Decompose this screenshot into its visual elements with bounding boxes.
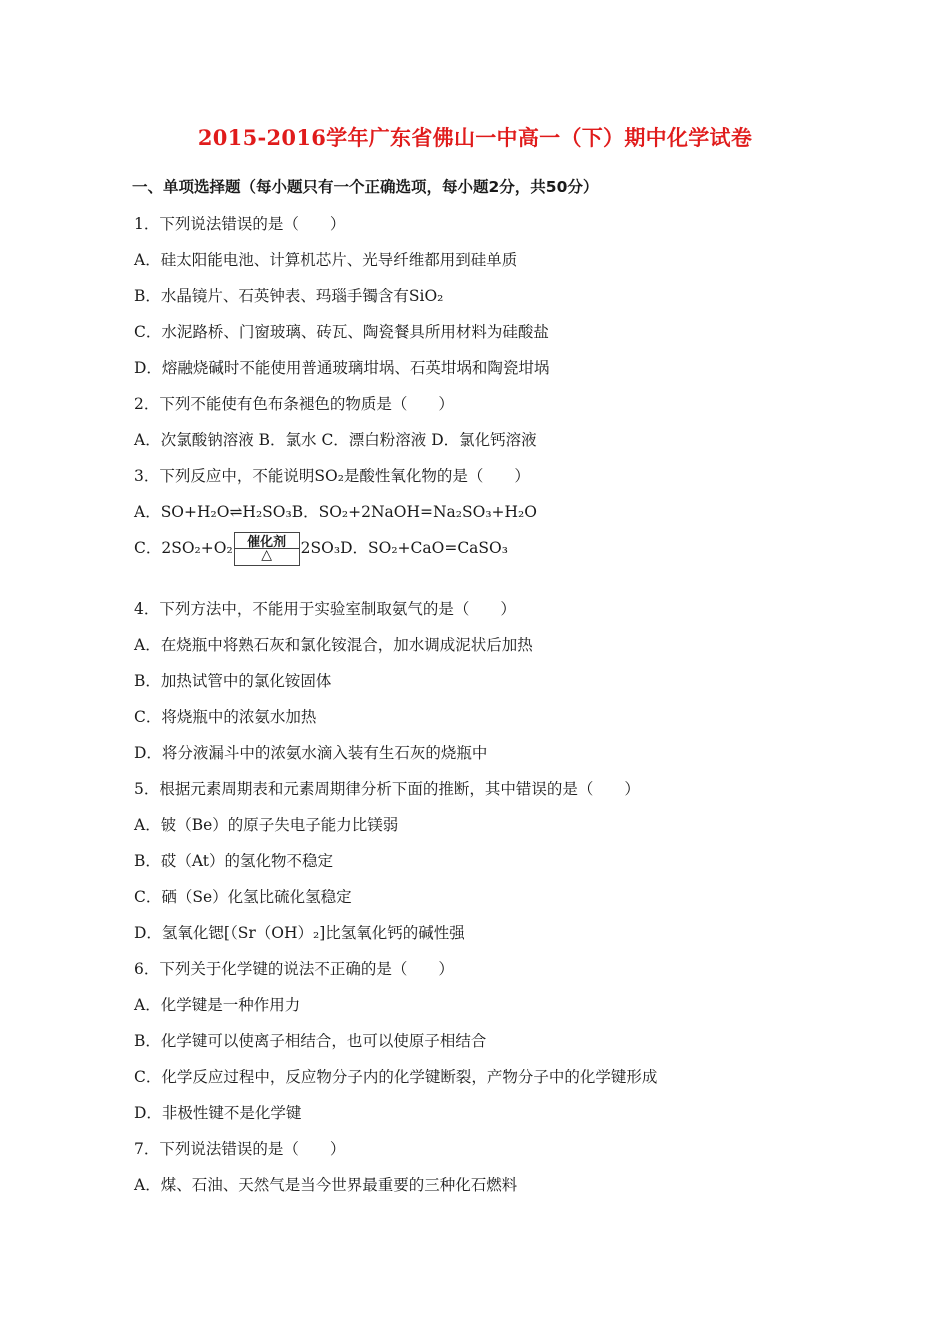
option-5b: B．砹（At）的氢化物不稳定 [134,852,334,870]
option-1d: D．熔融烧碱时不能使用普通玻璃坩埚、石英坩埚和陶瓷坩埚 [134,359,550,377]
question-1: 1．下列说法错误的是（ ） [134,215,346,233]
question-7: 7．下列说法错误的是（ ） [134,1140,346,1158]
option-6c: C．化学反应过程中，反应物分子内的化学键断裂，产物分子中的化学键形成 [134,1068,658,1086]
options-3ab: A．SO+H₂O⇌H₂SO₃B．SO₂+2NaOH=Na₂SO₃+H₂O [134,503,537,521]
option-6d: D．非极性键不是化学键 [134,1104,302,1122]
option-7a: A．煤、石油、天然气是当今世界最重要的三种化石燃料 [134,1176,518,1194]
option-5d: D．氢氧化锶[（Sr（OH）₂]比氢氧化钙的碱性强 [134,924,465,942]
option-3c-prefix: C．2SO₂+O₂ [134,539,233,557]
heat-symbol: △ [261,547,273,563]
question-6: 6．下列关于化学键的说法不正确的是（ ） [134,960,454,978]
options-3cd [134,532,508,566]
question-4: 4．下列方法中，不能用于实验室制取氨气的是（ ） [134,600,516,618]
option-6a: A．化学键是一种作用力 [134,996,301,1014]
option-1b: B．水晶镜片、石英钟表、玛瑙手镯含有SiO₂ [134,287,444,305]
option-4a: A．在烧瓶中将熟石灰和氯化铵混合，加水调成泥状后加热 [134,636,533,654]
question-3: 3．下列反应中，不能说明SO₂是酸性氧化物的是（ ） [134,467,530,485]
exam-title: 2015-2016学年广东省佛山一中高一（下）期中化学试卷 [197,125,753,150]
option-4b: B．加热试管中的氯化铵固体 [134,672,332,690]
catalyst-label: 催化剂 [247,535,287,550]
question-5: 5．根据元素周期表和元素周期律分析下面的推断，其中错误的是（ ） [134,780,640,798]
option-5a: A．铍（Be）的原子失电子能力比镁弱 [134,816,399,834]
option-4d: D．将分液漏斗中的浓氨水滴入装有生石灰的烧瓶中 [134,744,488,762]
option-1a: A．硅太阳能电池、计算机芯片、光导纤维都用到硅单质 [134,251,518,269]
section-heading: 一、单项选择题（每小题只有一个正确选项，每小题2分，共50分） [132,178,599,196]
catalyst-condition-box [234,532,300,566]
question-2: 2．下列不能使有色布条褪色的物质是（ ） [134,395,454,413]
option-5c: C．硒（Se）化氢比硫化氢稳定 [134,888,352,906]
option-3c-suffix: 2SO₃D．SO₂+CaO=CaSO₃ [300,539,508,557]
options-2: A．次氯酸钠溶液 B．氯水 C．漂白粉溶液 D．氯化钙溶液 [134,431,537,449]
option-6b: B．化学键可以使离子相结合，也可以使原子相结合 [134,1032,487,1050]
option-4c: C．将烧瓶中的浓氨水加热 [134,708,317,726]
option-1c: C．水泥路桥、门窗玻璃、砖瓦、陶瓷餐具所用材料为硅酸盐 [134,323,549,341]
